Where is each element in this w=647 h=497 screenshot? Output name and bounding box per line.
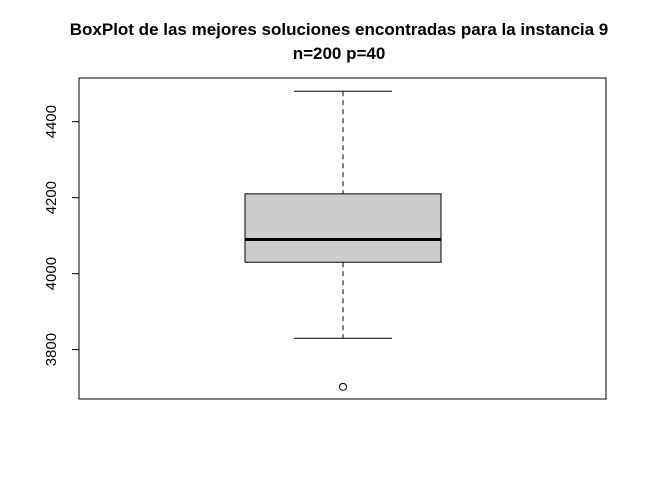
y-axis-ticks	[43, 105, 79, 366]
iqr-box	[245, 194, 441, 262]
box-group	[245, 91, 441, 390]
y-tick-label: 4000	[43, 256, 60, 291]
y-tick-label: 3800	[43, 332, 60, 367]
y-tick-label: 4400	[43, 104, 60, 139]
chart-subtitle: n=200 p=40	[292, 44, 386, 63]
chart-title: BoxPlot de las mejores soluciones encontradas para la instancia 9	[69, 20, 609, 39]
outlier-point	[340, 383, 347, 390]
y-tick-label: 4200	[43, 180, 60, 215]
